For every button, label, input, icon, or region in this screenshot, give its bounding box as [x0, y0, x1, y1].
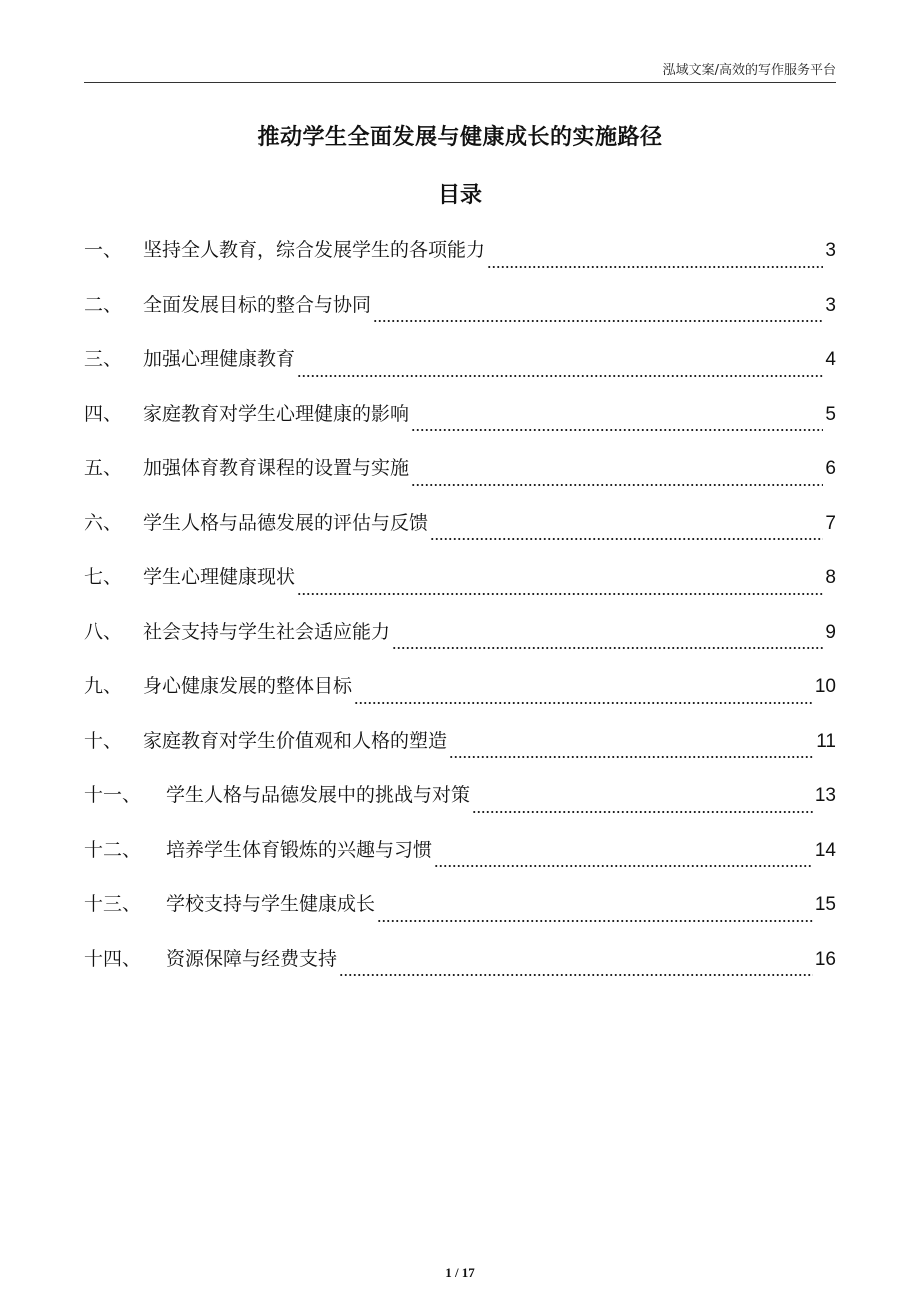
toc-entry-title[interactable]: 学校支持与学生健康成长	[166, 893, 376, 915]
toc-entry-title[interactable]: 学生人格与品德发展中的挑战与对策	[166, 784, 471, 806]
toc-entry-number: 五、	[84, 457, 123, 479]
toc-entry-title[interactable]: 全面发展目标的整合与协同	[143, 293, 372, 316]
toc-entry-number: 十四、	[84, 947, 142, 970]
toc-dot-leader	[297, 374, 823, 378]
toc-entry-page[interactable]: 6	[825, 458, 836, 479]
toc-entry-title[interactable]: 加强体育教育课程的设置与实施	[143, 457, 410, 479]
toc-entry-title[interactable]: 培养学生体育锻炼的兴趣与习惯	[166, 838, 433, 861]
toc-entry[interactable]	[84, 610, 836, 665]
toc-entry-number: 六、	[84, 511, 123, 534]
page-header-text: 泓域文案/高效的写作服务平台	[662, 63, 836, 78]
toc-entry[interactable]	[84, 283, 836, 338]
toc-entry[interactable]	[84, 337, 836, 392]
toc-entry-title[interactable]: 社会支持与学生社会适应能力	[143, 620, 391, 643]
toc-entry-title[interactable]: 学生人格与品德发展的评估与反馈	[143, 511, 429, 534]
toc-entry-page[interactable]: 4	[825, 349, 836, 370]
toc-entry-number: 七、	[84, 566, 123, 588]
toc-entry-number: 四、	[84, 402, 123, 425]
toc-entry-page[interactable]: 14	[814, 839, 836, 861]
toc-entry-page[interactable]: 11	[816, 730, 836, 752]
toc-dot-leader	[297, 592, 823, 596]
toc-entry-number: 二、	[84, 293, 123, 316]
toc-entry-title[interactable]: 坚持全人教育，综合发展学生的各项能力	[143, 239, 486, 261]
toc-dot-leader	[411, 483, 823, 487]
toc-dot-leader	[411, 428, 823, 432]
toc-entry-number: 十三、	[84, 893, 142, 915]
page-number-indicator: 1 / 17	[445, 1265, 475, 1280]
toc-dot-leader	[339, 973, 813, 977]
toc-entry-title[interactable]: 学生心理健康现状	[143, 566, 296, 588]
toc-entry-page[interactable]: 3	[825, 240, 836, 261]
toc-entry-number: 十一、	[84, 784, 142, 806]
toc-entry-number: 十二、	[84, 838, 142, 861]
toc-entry-number: 十、	[84, 729, 123, 752]
table-of-contents	[84, 228, 836, 991]
toc-dot-leader	[449, 755, 814, 759]
toc-dot-leader	[373, 319, 823, 323]
toc-entry-number: 八、	[84, 620, 123, 643]
toc-entry-page[interactable]: 13	[814, 785, 836, 806]
toc-dot-leader	[434, 864, 813, 868]
toc-entry[interactable]	[84, 501, 836, 556]
toc-entry-page[interactable]: 9	[825, 621, 836, 643]
toc-dot-leader	[377, 919, 813, 923]
toc-dot-leader	[354, 701, 813, 705]
toc-entry[interactable]	[84, 392, 836, 447]
toc-entry-title[interactable]: 家庭教育对学生心理健康的影响	[143, 402, 410, 425]
toc-entry[interactable]	[84, 664, 836, 719]
toc-entry[interactable]	[84, 828, 836, 883]
toc-entry[interactable]	[84, 446, 836, 501]
toc-heading: 目录	[437, 183, 482, 208]
toc-entry[interactable]	[84, 773, 836, 828]
toc-entry-number: 三、	[84, 348, 123, 370]
toc-entry[interactable]	[84, 937, 836, 992]
toc-entry[interactable]	[84, 882, 836, 937]
toc-entry-page[interactable]: 8	[825, 567, 836, 588]
toc-dot-leader	[430, 537, 823, 541]
toc-entry-title[interactable]: 加强心理健康教育	[143, 348, 296, 370]
toc-dot-leader	[472, 810, 813, 814]
toc-entry-number: 一、	[84, 239, 123, 261]
toc-entry-page[interactable]: 10	[814, 676, 836, 697]
toc-dot-leader	[487, 265, 823, 269]
document-title: 推动学生全面发展与健康成长的实施路径	[257, 125, 663, 150]
header-divider	[84, 82, 836, 83]
toc-entry-title[interactable]: 家庭教育对学生价值观和人格的塑造	[143, 729, 448, 752]
toc-entry-title[interactable]: 资源保障与经费支持	[166, 947, 338, 970]
toc-entry-page[interactable]: 15	[814, 894, 836, 915]
toc-entry-page[interactable]: 3	[825, 294, 836, 316]
toc-entry[interactable]	[84, 228, 836, 283]
toc-entry-page[interactable]: 16	[814, 948, 836, 970]
toc-entry-title[interactable]: 身心健康发展的整体目标	[143, 675, 353, 697]
toc-entry-page[interactable]: 5	[825, 403, 836, 425]
toc-entry-number: 九、	[84, 675, 123, 697]
toc-entry[interactable]	[84, 555, 836, 610]
toc-entry-page[interactable]: 7	[825, 512, 836, 534]
toc-dot-leader	[392, 646, 823, 650]
toc-entry[interactable]	[84, 719, 836, 774]
